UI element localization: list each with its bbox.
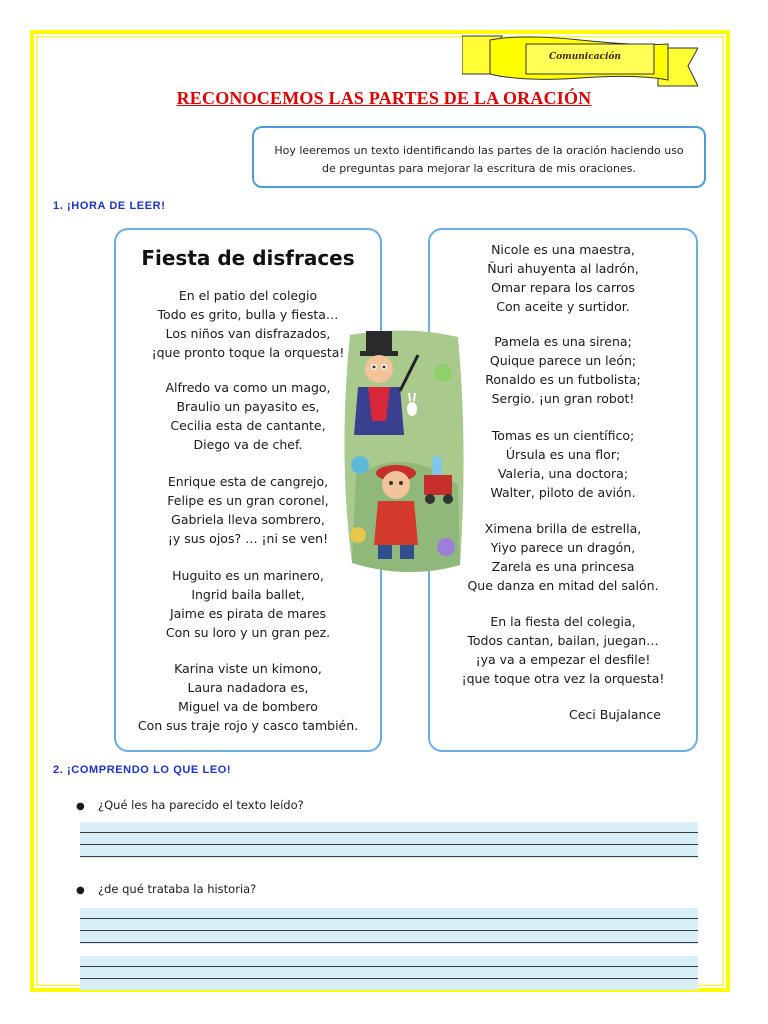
answer-lines[interactable] [80, 956, 698, 990]
answer-lines[interactable] [80, 822, 698, 858]
poem-line: Todos cantan, bailan, juegan… [467, 633, 659, 648]
section-heading-read: 1. ¡HORA DE LEER! [53, 200, 166, 212]
section-heading-understand: 2. ¡COMPRENDO LO QUE LEO! [53, 764, 232, 776]
stanza-right-3 [428, 426, 698, 502]
page-title: RECONOCEMOS LAS PARTES DE LA ORACIÓN [176, 88, 592, 108]
poem-line: Braulio un payasito es, [176, 399, 320, 414]
poem-line: Zarela es una princesa [491, 559, 635, 574]
poem-line: Con aceite y surtidor. [496, 299, 630, 314]
poem-line: Sergio. ¡un gran robot! [491, 391, 635, 406]
poem-line: Quique parece un león; [489, 353, 637, 368]
poem-line: En la fiesta del colegia, [490, 614, 636, 629]
poem-line: Alfredo va como un mago, [165, 380, 331, 395]
poem-author: Ceci Bujalance [569, 707, 661, 722]
poem-line: Que danza en mitad del salón. [467, 578, 659, 593]
poem-line: Laura nadadora es, [187, 680, 309, 695]
poem-line: Tomas es un científico; [491, 428, 635, 443]
question-1 [76, 798, 304, 812]
subject-label: Comunicación [549, 52, 621, 62]
poem-line: Valeria, una doctora; [497, 466, 629, 481]
poem-line: Walter, piloto de avión. [490, 485, 636, 500]
poem-line: Enrique esta de cangrejo, [167, 474, 329, 489]
question-2 [76, 882, 256, 896]
intro-text: Hoy leeremos un texto identificando las partes de la oración haciendo uso de preguntas para mejorar la escritura de mis oraciones. [274, 144, 684, 175]
poem-title: Fiesta de disfraces [141, 246, 355, 270]
poem-line: Huguito es un marinero, [172, 568, 324, 583]
stanza-left-5 [114, 659, 382, 735]
poem-line: Ronaldo es un futbolista; [485, 372, 641, 387]
poem-line: Omar repara los carros [491, 280, 635, 295]
poem-line: ¡y sus ojos? … ¡ni se ven! [167, 531, 329, 546]
poem-line: Pamela es una sirena; [494, 334, 632, 349]
poem-line: Todo es grito, bulla y fiesta… [157, 307, 339, 322]
bullet-icon: ● [76, 801, 85, 812]
poem-line: Karina viste un kimono, [174, 661, 322, 676]
poem-line: Diego va de chef. [193, 437, 303, 452]
poem-line: Con sus traje rojo y casco también. [137, 718, 359, 733]
poem-line: Yiyo parece un dragón, [490, 540, 636, 555]
question-text: ¿Qué les ha parecido el texto leído? [98, 798, 304, 812]
poem-line: Gabriela lleva sombrero, [171, 512, 325, 527]
poem-line: ¡que toque otra vez la orquesta! [461, 671, 665, 686]
intro-box [252, 126, 706, 188]
question-text: ¿de qué trataba la historia? [98, 882, 257, 896]
poem-line: Cecilia esta de cantante, [170, 418, 326, 433]
poem-line: Miguel va de bombero [178, 699, 318, 714]
poem-line: Con su loro y un gran pez. [165, 625, 331, 640]
stanza-right-4 [428, 519, 698, 595]
answer-lines[interactable] [80, 908, 698, 944]
poem-line: Ñuri ahuyenta al ladrón, [487, 261, 639, 276]
costume-kids-illustration [338, 325, 468, 580]
poem-line: Ximena brilla de estrella, [484, 521, 642, 536]
poem-line: Jaime es pirata de mares [169, 606, 327, 621]
stanza-right-5 [428, 612, 698, 688]
poem-line: Felipe es un gran coronel, [167, 493, 329, 508]
stanza-right-1 [428, 240, 698, 316]
poem-line: ¡que pronto toque la orquesta! [151, 345, 345, 360]
stanza-right-2 [428, 332, 698, 408]
poem-line: Nicole es una maestra, [491, 242, 635, 257]
poem-line: En el patio del colegio [178, 288, 318, 303]
poem-line: Ingrid baila ballet, [191, 587, 305, 602]
poem-line: Los niños van disfrazados, [165, 326, 331, 341]
poem-line: Úrsula es una flor; [505, 447, 621, 462]
poem-line: ¡ya va a empezar el desfile! [475, 652, 651, 667]
bullet-icon: ● [76, 885, 85, 896]
